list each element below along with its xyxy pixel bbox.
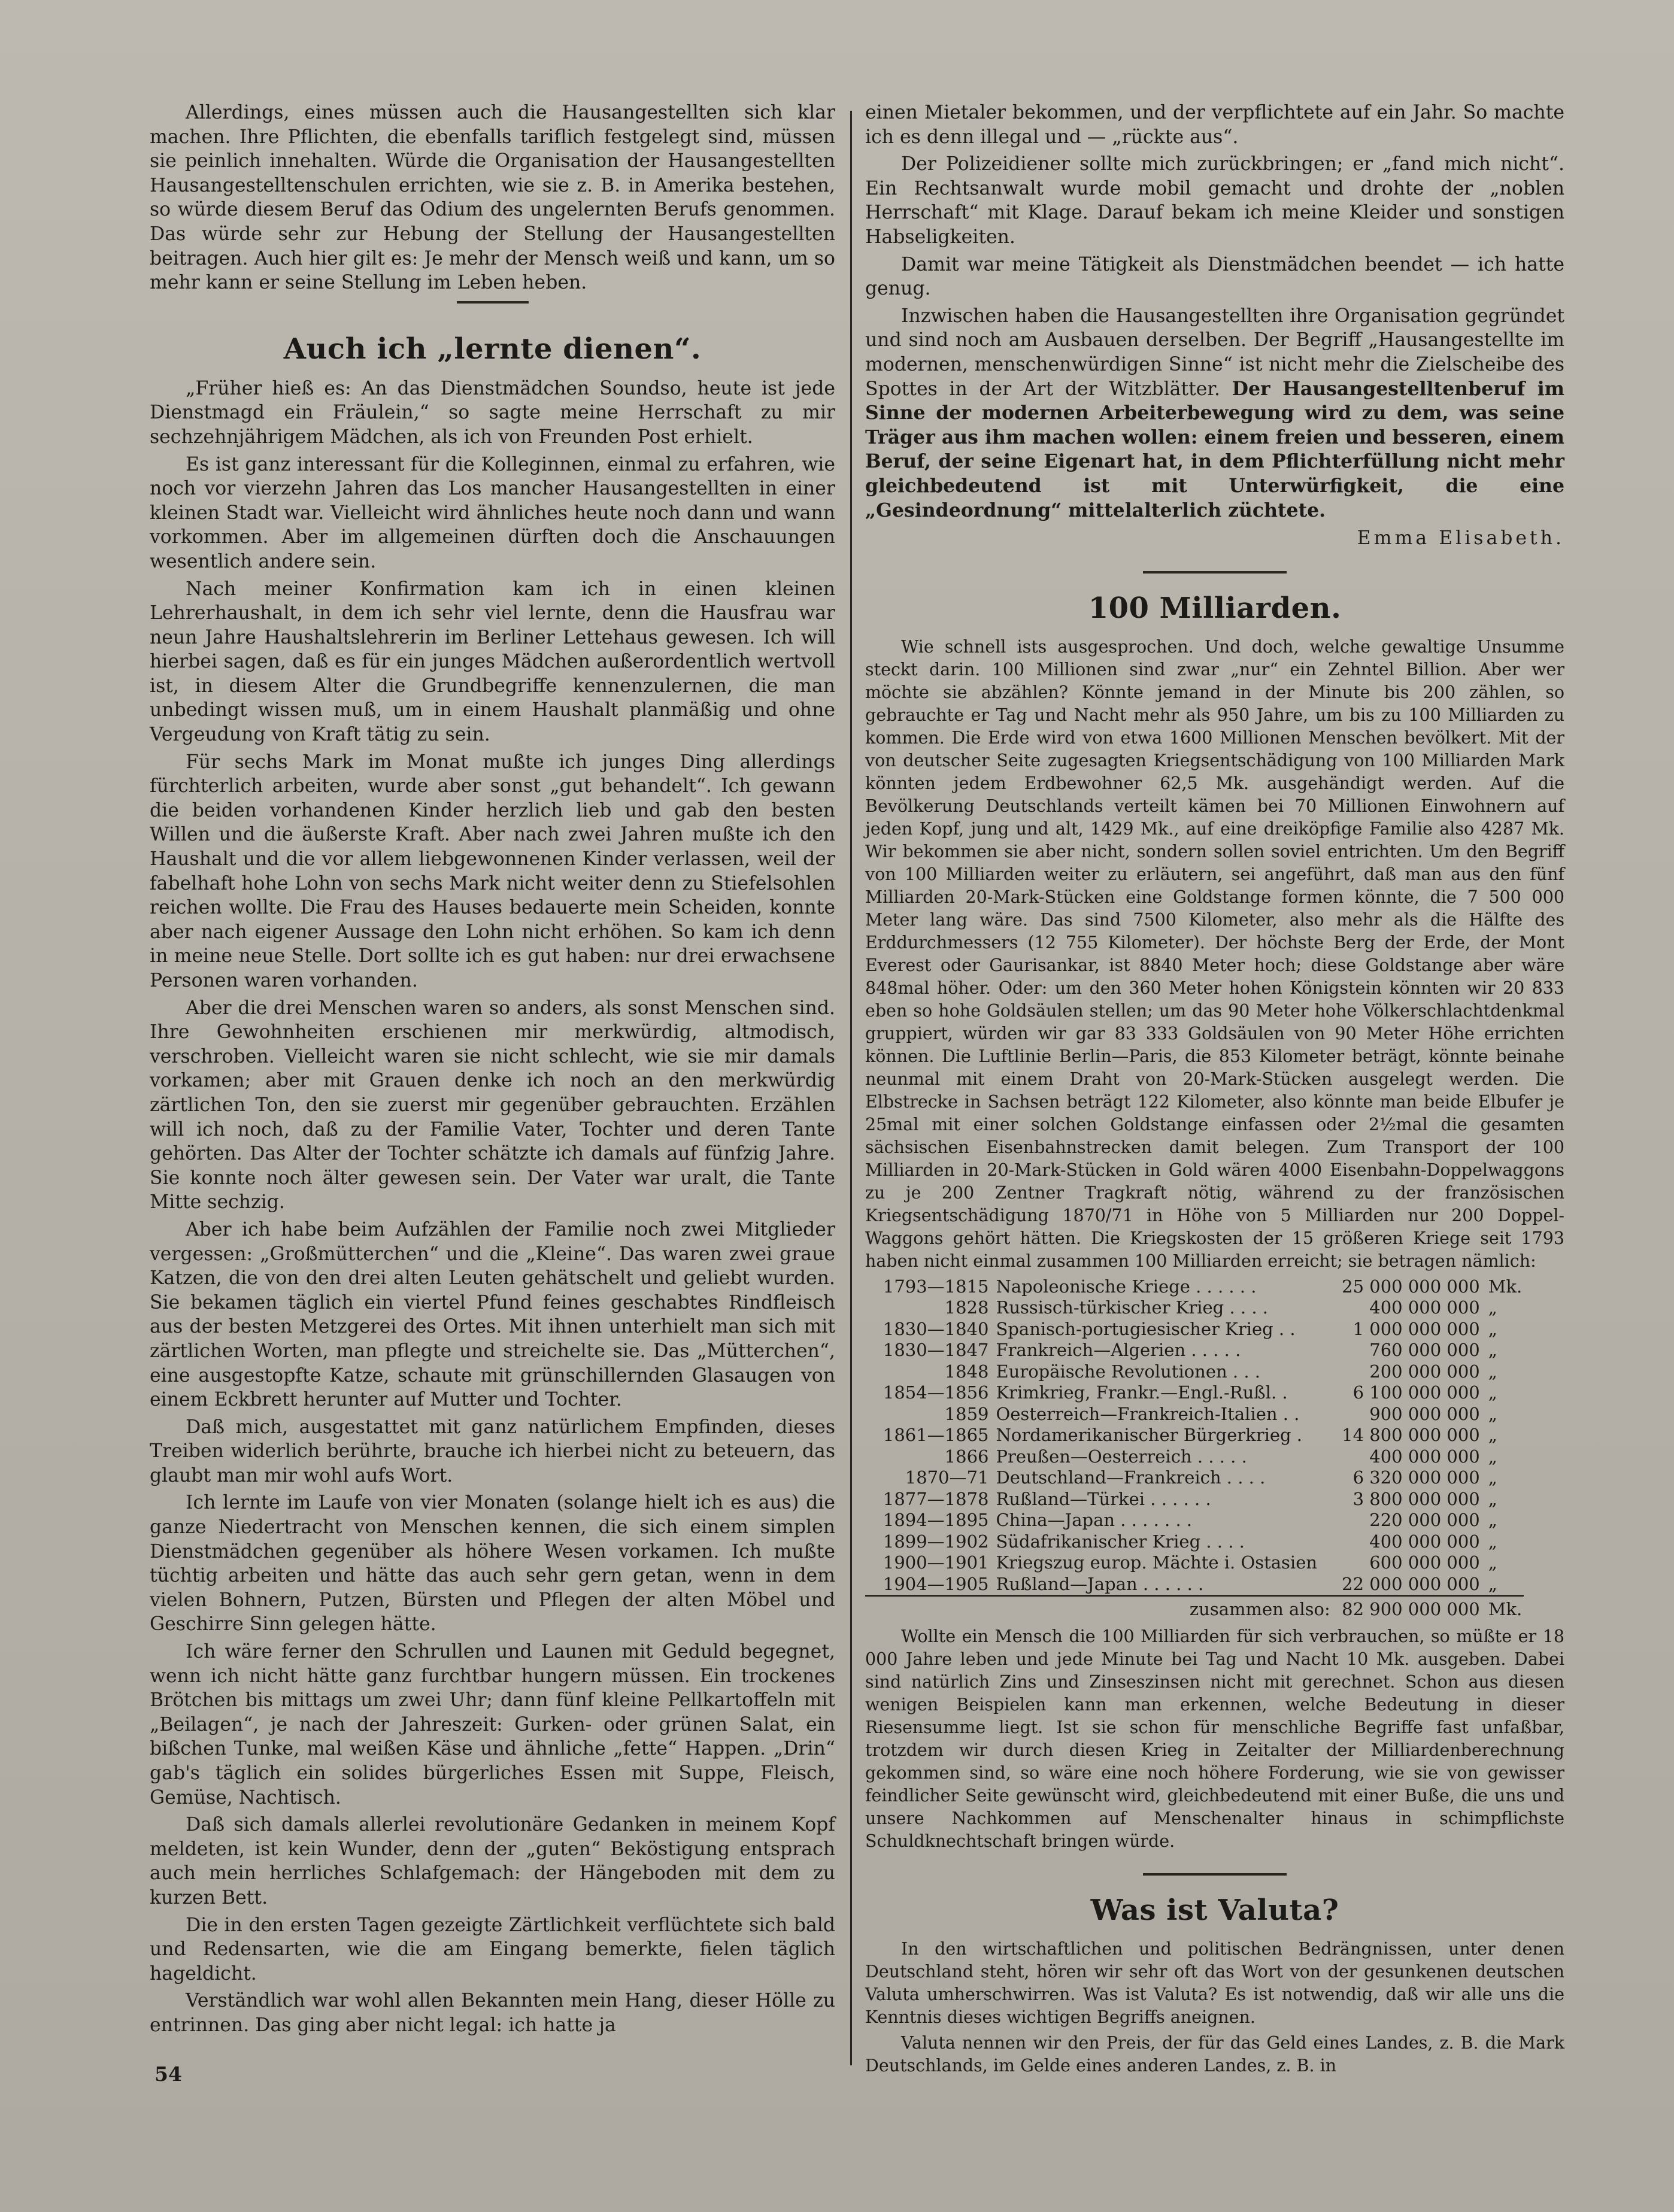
war-name: Deutschland—Frankreich . . . .	[996, 1467, 1266, 1488]
war-unit: „	[1488, 1318, 1497, 1339]
war-years: 1848	[944, 1361, 989, 1382]
closing-bold-text: Der Hausangestelltenberuf im Sinne der modernen Arbeiterbewegung wird zu dem, was seine Träger aus ihm machen wollen: einem freien und besseren, einem Beruf, der seine Eigenart hat, in dem Pflichterfüllung nicht mehr gleichbedeutend ist mit Unterwürfigkeit, die eine „Gesindeordnung“ mittelalterlich züchtete.	[865, 377, 1564, 521]
war-name: Frankreich—Algerien . . . . .	[996, 1340, 1241, 1361]
war-unit: „	[1488, 1488, 1497, 1509]
article-paragraph: Die in den ersten Tagen gezeigte Zärtlichkeit verflüchtete sich bald und Redensarten, wie die am Eingang bemerkte, fielen täglich hageldicht.	[150, 1914, 835, 1985]
continuation-paragraph: Damit war meine Tätigkeit als Dienstmädchen beendet — ich hatte genug.	[865, 253, 1564, 300]
war-unit: „	[1488, 1361, 1497, 1382]
war-amount: 200 000 000	[1369, 1361, 1480, 1382]
war-unit: „	[1488, 1297, 1497, 1318]
section-separator	[1143, 571, 1287, 574]
war-years: 1866	[944, 1446, 989, 1467]
article-paragraph: Daß sich damals allerlei revolutionäre Gedanken in meinem Kopf meldeten, ist kein Wunder, denn der „guten“ Beköstigung entsprach auch mein herrliches Schlafgemach: der Hängeboden mit dem zu kurzen Bett.	[150, 1814, 835, 1908]
closing-plain-text: Inzwischen haben die Hausangestellten ihre Organisation gegründet und sind noch am Ausbauen derselben. Der Begriff „Hausangestellte im modernen, menschenwürdigen Sinne“ ist nicht mehr die Zielscheibe des Spottes in der Art der Witzblätter.	[865, 305, 1564, 400]
war-unit: „	[1488, 1403, 1497, 1424]
war-name: Spanisch-portugiesischer Krieg . .	[996, 1318, 1296, 1339]
article-paragraph: Ich wäre ferner den Schrullen und Launen mit Geduld begegnet, wenn ich nicht hätte ganz furchtbar hungern müssen. Ein trockenes Brötchen bis mittags um zwei Uhr; dann fünf kleine Pellkartoffeln mit „Beilagen“, je nach der Jahreszeit: Gurken- oder grünen Salat, ein bißchen Tunke, mal weißen Käse und ähnliche „fette“ Happen. „Drin“ gab's täglich ein solides bürgerliches Essen mit Suppe, Fleisch, Gemüse, Nachtisch.	[150, 1641, 835, 1809]
war-row	[865, 1467, 1524, 1489]
war-name: China—Japan . . . . . . .	[996, 1510, 1193, 1531]
war-unit: „	[1488, 1510, 1497, 1531]
war-unit: „	[1488, 1467, 1497, 1488]
war-years: 1859	[944, 1403, 989, 1424]
war-total-label: zusammen also:	[865, 1596, 1340, 1621]
war-row	[865, 1489, 1524, 1510]
war-unit: „	[1488, 1531, 1497, 1552]
war-amount: 900 000 000	[1369, 1403, 1480, 1424]
right-column	[865, 101, 1564, 2080]
article-paragraph: Verständlich war wohl allen Bekannten mein Hang, dieser Hölle zu entrinnen. Das ging aber nicht legal: ich hatte ja	[150, 1990, 835, 2036]
war-name: Napoleonische Kriege . . . . . .	[996, 1276, 1257, 1297]
war-amount: 22 000 000 000	[1342, 1573, 1480, 1594]
author-signature: Emma Elisabeth.	[1357, 527, 1564, 550]
war-unit: „	[1488, 1340, 1497, 1361]
article-title-100-milliarden: 100 Milliarden.	[1088, 591, 1342, 625]
war-years: 1793—1815	[883, 1276, 989, 1297]
closing-paragraph	[865, 304, 1564, 523]
war-amount: 400 000 000	[1369, 1297, 1480, 1318]
war-costs-table	[865, 1276, 1524, 1621]
article-paragraph: Es ist ganz interessant für die Kolleginnen, einmal zu erfahren, wie noch vor vierzehn Jahren das Los mancher Hausangestellten in einer kleinen Stadt war. Vielleicht wird ähnliches heute noch dann und wann vorkommen. Aber im allgemeinen dürften doch die Anschauungen wesentlich andere sein.	[150, 453, 835, 572]
war-amount: 6 320 000 000	[1352, 1467, 1480, 1488]
war-amount: 760 000 000	[1369, 1340, 1480, 1361]
war-amount: 25 000 000 000	[1342, 1276, 1480, 1297]
war-amount: 600 000 000	[1369, 1552, 1480, 1573]
intro-paragraph: Allerdings, eines müssen auch die Hausangestellten sich klar machen. Ihre Pflichten, die ebenfalls tariflich festgelegt sind, müssen sie peinlich innehalten. Würde die Organisation der Hausangestellten Hausangestelltenschulen errichten, wie sie z. B. in Amerika bestehen, so würde diesem Beruf das Odium des ungelernten Berufs genommen. Das würde sehr zur Hebung der Stellung der Hausangestellten beitragen. Auch hier gilt es: Je mehr der Mensch weiß und kann, um so mehr kann er seine Stellung im Leben heben.	[150, 102, 835, 294]
war-total-row	[865, 1596, 1524, 1621]
war-row	[865, 1446, 1524, 1468]
war-amount: 1 000 000 000	[1352, 1318, 1480, 1339]
continuation-paragraph: einen Mietaler bekommen, und der verpflichtete auf ein Jahr. So machte ich es denn illegal und — „rückte aus“.	[865, 102, 1564, 148]
war-years: 1830—1847	[883, 1340, 989, 1361]
war-unit: Mk.	[1488, 1276, 1523, 1297]
continuation-paragraph: Der Polizeidiener sollte mich zurückbringen; er „fand mich nicht“. Ein Rechtsanwalt wurde mobil gemacht und drohte der „noblen Herrschaft“ mit Klage. Darauf bekam ich meine Kleider und sonstigen Habseligkeiten.	[865, 153, 1564, 248]
article-paragraph: Ich lernte im Laufe von vier Monaten (solange hielt ich es aus) die ganze Niedertracht von Menschen kennen, die sich einem simplen Dienstmädchen gegenüber als höhere Wesen vorkamen. Ich mußte tüchtig arbeiten und hätte das auch sehr gern getan, wenn in dem vielen Bohnern, Putzen, Bürsten und Pflegen der alten Möbel und Geschirre Sinn gelegen hätte.	[150, 1492, 835, 1636]
war-years: 1904—1905	[883, 1573, 989, 1594]
milliarden-conclusion: Wollte ein Mensch die 100 Milliarden für sich verbrauchen, so müßte er 18 000 Jahre leben und jede Minute bei Tag und Nacht 10 Mk. ausgeben. Dabei sind natürlich Zins und Zinseszinsen nicht mit gerechnet. Schon aus diesen wenigen Beispielen kann man erkennen, welche Bedeutung in dieser Riesensumme liegt. Ist sie schon für menschliche Begriffe fast unfaßbar, trotzdem wir durch diesen Krieg in Zeitalter der Milliardenberechnung gekommen sind, so wäre eine noch höhere Forderung, wie sie von gewisser feindlicher Seite gewünscht wird, gleichbedeutend mit einer Buße, die uns und unsere Nachkommen auf Menschenalter hinaus in schimpflichste Schuldknechtschaft bringen würde.	[865, 1626, 1564, 1851]
war-years: 1894—1895	[883, 1510, 989, 1531]
war-years: 1828	[944, 1297, 989, 1318]
section-separator	[1143, 1873, 1287, 1876]
war-amount: 400 000 000	[1369, 1446, 1480, 1467]
war-row	[865, 1276, 1524, 1298]
war-name: Rußland—Türkei . . . . . .	[996, 1488, 1211, 1509]
war-row	[865, 1319, 1524, 1340]
war-row	[865, 1574, 1524, 1596]
page-number: 54	[154, 2062, 182, 2086]
war-total-amount: 82 900 000 000	[1340, 1596, 1480, 1621]
war-row	[865, 1552, 1524, 1574]
war-row	[865, 1425, 1524, 1446]
section-separator	[457, 301, 529, 304]
war-amount: 220 000 000	[1369, 1510, 1480, 1531]
war-unit: „	[1488, 1425, 1497, 1446]
article-title-valuta: Was ist Valuta?	[1090, 1893, 1339, 1927]
valuta-article	[865, 1938, 1564, 2077]
war-amount: 3 800 000 000	[1352, 1488, 1480, 1509]
war-name: Südafrikanischer Krieg . . . .	[996, 1531, 1245, 1552]
war-amount: 400 000 000	[1369, 1531, 1480, 1552]
war-amount: 14 800 000 000	[1342, 1425, 1480, 1446]
war-unit: „	[1488, 1382, 1497, 1403]
war-row	[865, 1361, 1524, 1383]
war-name: Preußen—Oesterreich . . . . .	[996, 1446, 1247, 1467]
article-paragraph: Für sechs Mark im Monat mußte ich junges Ding allerdings fürchterlich arbeiten, wurde aber sonst „gut behandelt“. Ich gewann die beiden vorhandenen Kinder herzlich lieb und gab den besten Willen und die äußerste Kraft. Aber nach zwei Jahren mußte ich den Haushalt und die vor allem liebgewonnenen Kinder verlassen, weil der fabelhaft hohe Lohn von sechs Mark nicht weiter denn zu Stiefelsohlen reichen wollte. Die Frau des Hauses bedauerte mein Scheiden, konnte aber nach eigener Aussage den Lohn nicht erhöhen. So kam ich denn in meine neue Stelle. Dort sollte ich es gut haben: nur drei erwachsene Personen waren vorhanden.	[150, 751, 835, 991]
war-name: Krimkrieg, Frankr.—Engl.-Rußl. .	[996, 1382, 1288, 1403]
milliarden-text: Wie schnell ists ausgesprochen. Und doch, welche gewaltige Unsumme steckt darin. 100 Millionen sind zwar „nur“ ein Zehntel Billion. Aber wer möchte sie abzählen? Könnte jemand in der Minute bis 200 zählen, so gebrauchte er Tag und Nacht mehr als 950 Jahre, um bis zu 100 Milliarden zu kommen. Die Erde wird von etwa 1600 Millionen Menschen bevölkert. Mit der von deutscher Seite zugesagten Kriegsentschädigung von 100 Milliarden Mark könnten jedem Erdbewohner 62,5 Mk. ausgehändigt werden. Auf die Bevölkerung Deutschlands verteilt kämen bei 70 Millionen Einwohnern auf jeden Kopf, jung und alt, 1429 Mk., auf eine dreiköpfige Familie also 4287 Mk. Wir bekommen sie aber nicht, sondern sollen soviel entrichten. Um den Begriff von 100 Milliarden weiter zu erläutern, sei angeführt, daß man aus den fünf Milliarden 20-Mark-Stücken eine Goldstange formen könnte, die 7 500 000 Meter lang wäre. Das sind 7500 Kilometer, also mehr als die Hälfte des Erddurchmessers (12 755 Kilometer). Der höchste Berg der Erde, der Mont Everest oder Gaurisankar, ist 8840 Meter hoch; diese Goldstange aber wäre 848mal höher. Oder: um den 360 Meter hohen Königstein könnten wir 20 833 eben so hohe Goldsäulen stellen; um das 90 Meter hohe Völkerschlachtdenkmal gruppiert, würden wir gar 83 333 Goldsäulen von 90 Meter Höhe errichten können. Die Luftlinie Berlin—Paris, die 853 Kilometer beträgt, könnte beinahe neunmal mit einem Draht von 20-Mark-Stücken ausgelegt werden. Die Elbstrecke in Sachsen beträgt 122 Kilometer, also könnte man beide Elbufer je 25mal mit einer solchen Goldstange einfassen oder 2½mal die gesamten sächsischen Eisenbahnstrecken damit belegen. Zum Transport der 100 Milliarden in 20-Mark-Stücken in Gold wären 4000 Eisenbahn-Doppelwaggons zu je 200 Zentner Tragkraft nötig, während zu der französischen Kriegsentschädigung 1870/71 in Höhe von 5 Milliarden nur 200 Doppel-Waggons gehört hätten. Die Kriegskosten der 15 größeren Kriege seit 1793 haben nicht einmal zusammen 100 Milliarden erreicht; sie betragen nämlich:	[865, 636, 1564, 1271]
war-total-unit: Mk.	[1480, 1596, 1524, 1621]
war-row	[865, 1340, 1524, 1361]
war-amount: 6 100 000 000	[1352, 1382, 1480, 1403]
war-name: Russisch-türkischer Krieg . . . .	[996, 1297, 1268, 1318]
valuta-paragraph: In den wirtschaftlichen und politischen Bedrängnissen, unter denen Deutschland steht, hören wir sehr oft das Wort von der gesunkenen deutschen Valuta umherschwirren. Was ist Valuta? Es ist notwendig, daß wir alle uns die Kenntnis dieses wichtigen Begriffs aneignen.	[865, 1938, 1564, 2027]
war-row	[865, 1510, 1524, 1531]
war-name: Nordamerikanischer Bürgerkrieg .	[996, 1425, 1303, 1446]
war-years: 1877—1878	[883, 1488, 989, 1509]
war-years: 1899—1902	[883, 1531, 989, 1552]
war-years: 1854—1856	[883, 1382, 989, 1403]
article-paragraph: „Früher hieß es: An das Dienstmädchen Soundso, heute ist jede Dienstmagd ein Fräulein,“ so sagte meine Herrschaft zu mir sechzehnjährigem Mädchen, als ich von Freunden Post erhielt.	[150, 377, 835, 448]
war-years: 1900—1901	[883, 1552, 989, 1573]
war-name: Europäische Revolutionen . . .	[996, 1361, 1260, 1382]
war-years: 1870—71	[905, 1467, 989, 1488]
war-unit: „	[1488, 1446, 1497, 1467]
war-years: 1830—1840	[883, 1318, 989, 1339]
milliarden-conclusion-block	[865, 1625, 1564, 1853]
war-row	[865, 1531, 1524, 1553]
left-column	[150, 101, 835, 2041]
column-divider	[850, 111, 852, 2065]
war-row	[865, 1404, 1524, 1425]
war-unit: „	[1488, 1552, 1497, 1573]
war-name: Kriegszug europ. Mächte i. Ostasien	[996, 1552, 1318, 1573]
war-row	[865, 1297, 1524, 1319]
article-paragraph: Aber ich habe beim Aufzählen der Familie noch zwei Mitglieder vergessen: „Großmütterchen“ und die „Kleine“. Das waren zwei graue Katzen, die von den drei alten Leuten gehätschelt und geliebt wurden. Sie bekamen täglich ein viertel Pfund feines geschabtes Rindfleisch aus der besten Metzgerei des Ortes. Mit ihnen unterhielt man sich mit zärtlichen Worten, man pflegte und streichelte sie. Das „Mütterchen“, eine ausgestopfte Katze, schaute mit grünschillernden Glasaugen von einem Eckbrett herunter auf Mutter und Tochter.	[150, 1218, 835, 1411]
war-name: Oesterreich—Frankreich-Italien . .	[996, 1403, 1300, 1424]
war-years: 1861—1865	[883, 1425, 989, 1446]
valuta-paragraph: Valuta nennen wir den Preis, der für das Geld eines Landes, z. B. die Mark Deutschlands, im Gelde eines anderen Landes, z. B. in	[865, 2032, 1564, 2076]
article-paragraph: Aber die drei Menschen waren so anders, als sonst Menschen sind. Ihre Gewohnheiten erschienen mir merkwürdig, altmodisch, verschroben. Vielleicht waren sie nicht schlecht, wie sie mir damals vorkamen; aber mit Grauen denke ich noch an den merkwürdig zärtlichen Ton, den sie zuerst mir gegenüber gebrauchten. Erzählen will ich noch, daß zu der Familie Vater, Tochter und deren Tante gehörten. Das Alter der Tochter schätzte ich damals auf fünfzig Jahre. Sie konnte noch älter gewesen sein. Der Vater war uralt, die Tante Mitte sechzig.	[150, 997, 835, 1213]
milliarden-article	[865, 636, 1564, 1273]
article-title-lernte-dienen: Auch ich „lernte dienen“.	[283, 332, 702, 366]
war-row	[865, 1382, 1524, 1404]
war-name: Rußland—Japan . . . . . .	[996, 1573, 1204, 1594]
article-paragraph: Nach meiner Konfirmation kam ich in einen kleinen Lehrerhaushalt, in dem ich sehr viel lernte, denn die Hausfrau war neun Jahre Haushaltslehrerin im Berliner Lettehaus gewesen. Ich will hierbei sagen, daß es für ein junges Mädchen außerordentlich wertvoll ist, in diesem Alter die Grundbegriffe kennenzulernen, die man unbedingt wissen muß, um in einem Haushalt planmäßig und ohne Vergeudung von Kraft tätig zu sein.	[150, 578, 835, 746]
article-paragraph: Daß mich, ausgestattet mit ganz natürlichem Empfinden, dieses Treiben widerlich berührte, brauche ich hierbei nicht zu beteuern, das glaubt man mir wohl aufs Wort.	[150, 1416, 835, 1486]
war-unit: „	[1488, 1573, 1497, 1594]
